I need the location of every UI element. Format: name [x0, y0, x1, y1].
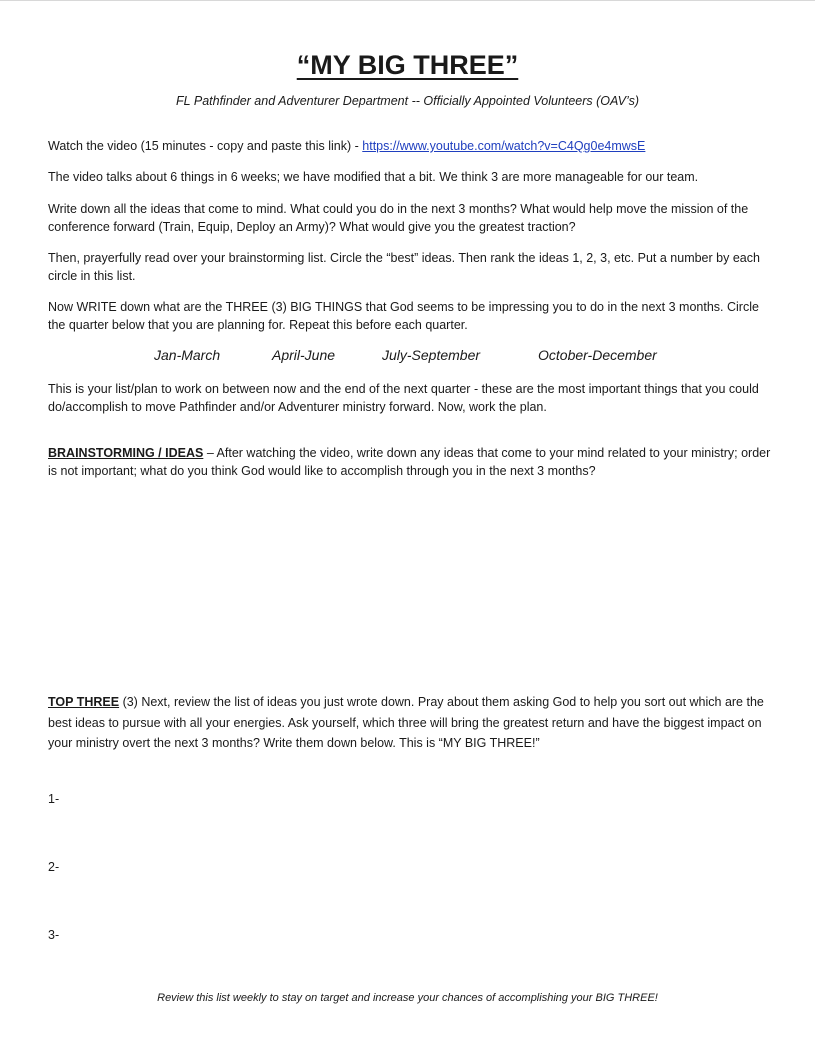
video-link[interactable]: https://www.youtube.com/watch?v=C4Qg0e4mwsE — [362, 139, 646, 153]
list-item-3: 3- — [48, 928, 60, 942]
paragraph-ideas: Write down all the ideas that come to mind. What could you do in the next 3 months? What would help move the mission of the conference forward (Train, Equip, Deploy an Army)? What would give you the greatest traction? — [48, 202, 749, 234]
quarter-jan-march[interactable]: Jan-March — [154, 347, 221, 363]
paragraph-rank: Then, prayerfully read over your brainstorming list. Circle the “best” ideas. Then rank the ideas 1, 2, 3, etc. Put a number by each circle in this list. — [48, 251, 760, 283]
watch-video-paragraph — [48, 137, 778, 155]
paragraph-plan: This is your list/plan to work on between now and the end of the next quarter - these are the most important things that you could do/accomplish to move Pathfinder and/or Adventurer ministry forward. Now, work the plan. — [48, 382, 759, 414]
page-subtitle: FL Pathfinder and Adventurer Department -- Officially Appointed Volunteers (OAV’s) — [176, 94, 639, 108]
quarter-october-december[interactable]: October-December — [538, 347, 657, 363]
paragraph-modified: The video talks about 6 things in 6 weeks; we have modified that a bit. We think 3 are more manageable for our team. — [48, 170, 699, 184]
list-item-2: 2- — [48, 860, 60, 874]
top-three-text: (3) Next, review the list of ideas you just wrote down. Pray about them asking God to help you sort out which are the best ideas to pursue with all your energies. Ask yourself, which three will bring the greatest return and have the biggest impact on your ministry overt the next 3 months? Write them down below. This is “MY BIG THREE!” — [48, 695, 764, 750]
top-three-heading: TOP THREE — [48, 695, 120, 709]
watch-video-text: Watch the video (15 minutes - copy and paste this link) - — [48, 139, 363, 153]
brainstorming-text: – After watching the video, write down any ideas that come to your mind related to your ministry; order is not important; what do you think God would like to accomplish through you in the next 3 months? — [48, 446, 771, 478]
quarter-july-september[interactable]: July-September — [382, 347, 481, 363]
paragraph-big-things: Now WRITE down what are the THREE (3) BIG THINGS that God seems to be impressing you to do in the next 3 months. Circle the quarter below that you are planning for. Repeat this before each quarter. — [48, 300, 759, 332]
brainstorming-heading: BRAINSTORMING / IDEAS — [48, 446, 204, 460]
quarter-options — [0, 347, 815, 367]
top-three-section — [48, 692, 778, 754]
page-title: “MY BIG THREE” — [296, 50, 519, 80]
footer-note: Review this list weekly to stay on target and increase your chances of accomplishing your BIG THREE! — [157, 992, 658, 1004]
brainstorming-section — [48, 444, 778, 480]
list-item-1: 1- — [48, 792, 60, 806]
page-top-border — [0, 0, 815, 1]
quarter-april-june[interactable]: April-June — [272, 347, 336, 363]
